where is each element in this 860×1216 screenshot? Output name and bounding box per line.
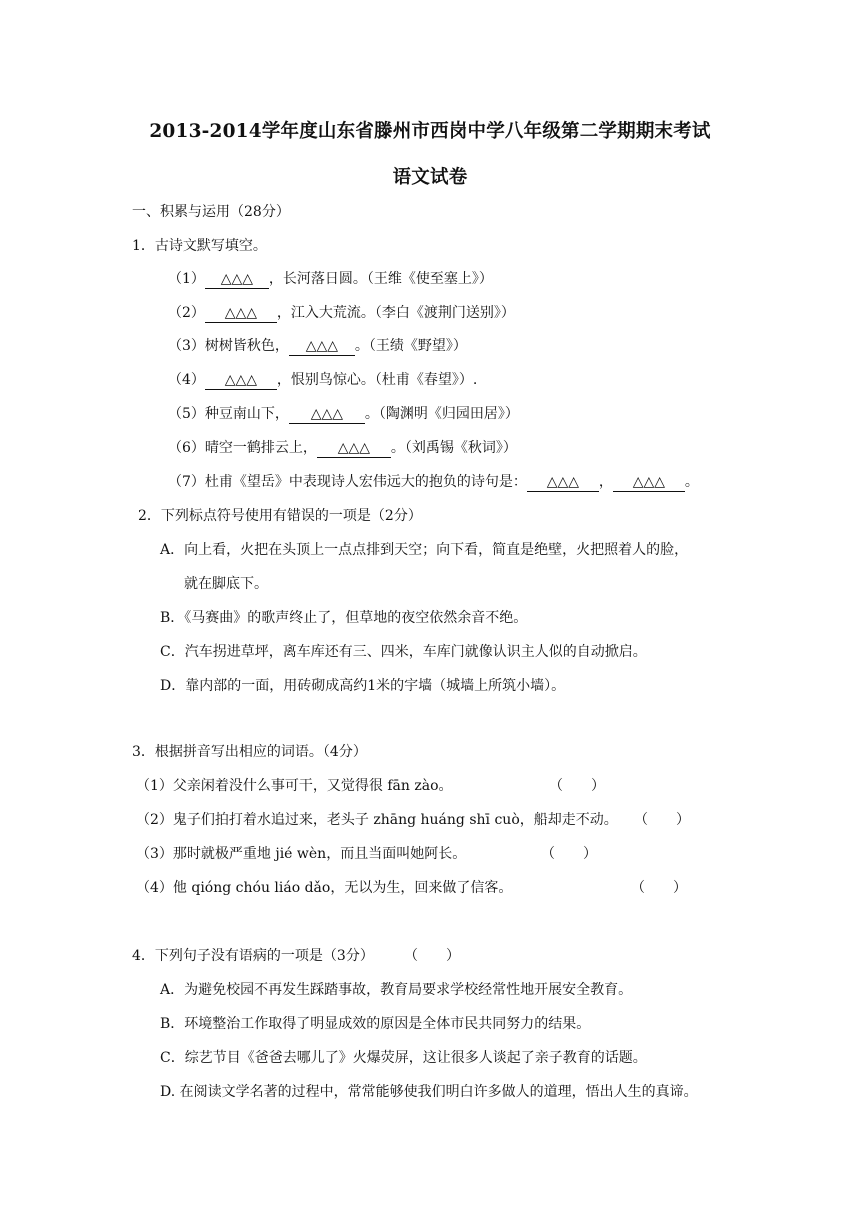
q1-item-4: （4） △△△ ，恨别鸟惊心。（杜甫《春望》）.: [168, 372, 478, 388]
q4-option-c: C．综艺节目《爸爸去哪儿了》火爆荧屏，这让很多人谈起了亲子教育的话题。: [160, 1050, 647, 1066]
question-3-stem: 3．根据拼音写出相应的词语。（4分）: [132, 744, 367, 760]
q3-item-3-answer[interactable]: （ ）: [541, 846, 597, 862]
q1-item-5: （5）种豆南山下， △△△ 。（陶渊明《归园田居》）: [168, 406, 519, 422]
question-2-stem: 2．下列标点符号使用有错误的一项是（2分）: [138, 508, 422, 524]
q4-option-a: A．为避免校园不再发生踩踏事故，教育局要求学校经常性地开展安全教育。: [160, 982, 633, 998]
exam-title: 2013-2014学年度山东省滕州市西岗中学八年级第二学期期末考试: [149, 121, 711, 142]
q2-option-a-continued: 就在脚底下。: [184, 576, 268, 592]
answer-blank[interactable]: △△△: [289, 405, 365, 424]
q4-option-d: D. 在阅读文学名著的过程中，常常能够使我们明白许多做人的道理，悟出人生的真谛。: [160, 1084, 698, 1100]
q1-item-3: （3）树树皆秋色， △△△ 。（王绩《野望》）: [168, 338, 467, 354]
q2-option-d: D．靠内部的一面，用砖砌成高约1米的宇墙（城墙上所筑小墙）。: [160, 678, 566, 694]
answer-blank[interactable]: △△△: [317, 439, 391, 458]
q2-option-b: B．《马赛曲》的歌声终止了，但草地的夜空依然余音不绝。: [160, 610, 528, 626]
q4-answer[interactable]: （ ）: [404, 948, 460, 964]
answer-blank[interactable]: △△△: [289, 337, 355, 356]
question-4-stem: 4．下列句子没有语病的一项是（3分）: [132, 948, 374, 964]
section-heading: 一、积累与运用（28分）: [132, 204, 290, 220]
q3-item-4: （4）他 qióng chóu liáo dǎo，无以为生，回来做了信客。: [136, 880, 513, 896]
q3-item-3: （3）那时就极严重地 jié wèn，而且当面叫她阿长。: [136, 846, 467, 862]
answer-blank[interactable]: △△△: [205, 304, 277, 323]
answer-blank[interactable]: △△△: [205, 371, 277, 390]
exam-subtitle: 语文试卷: [392, 167, 468, 188]
q1-item-6: （6）晴空一鹤排云上， △△△ 。（刘禹锡《秋词》）: [168, 440, 517, 456]
q3-item-4-answer[interactable]: （ ）: [631, 880, 687, 896]
q3-item-1: （1）父亲闲着没什么事可干，又觉得很 fān zào。: [136, 778, 453, 794]
question-1-stem: 1．古诗文默写填空。: [132, 238, 267, 254]
q3-item-1-answer[interactable]: （ ）: [549, 778, 605, 794]
answer-blank[interactable]: △△△: [613, 473, 685, 492]
q2-option-a: A．向上看，火把在头顶上一点点排到天空；向下看，简直是绝壁，火把照着人的脸，: [160, 542, 689, 558]
q3-item-2-answer[interactable]: （ ）: [634, 812, 690, 828]
answer-blank[interactable]: △△△: [527, 473, 599, 492]
q2-option-c: C．汽车拐进草坪，离车库还有三、四米，车库门就像认识主人似的自动掀启。: [160, 644, 647, 660]
q3-item-2: （2）鬼子们拍打着水追过来，老头子 zhāng huáng shī cuò，船却走不动。: [136, 812, 618, 828]
answer-blank[interactable]: △△△: [205, 270, 269, 289]
q1-item-1: （1） △△△ ，长河落日圆。（王维《使至塞上》）: [168, 271, 493, 287]
q1-item-7: （7）杜甫《望岳》中表现诗人宏伟远大的抱负的诗句是： △△△ ， △△△ 。: [168, 474, 699, 490]
q4-option-b: B．环境整治工作取得了明显成效的原因是全体市民共同努力的结果。: [160, 1016, 591, 1032]
q1-item-2: （2） △△△ ，江入大荒流。（李白《渡荆门送别》）: [168, 305, 515, 321]
